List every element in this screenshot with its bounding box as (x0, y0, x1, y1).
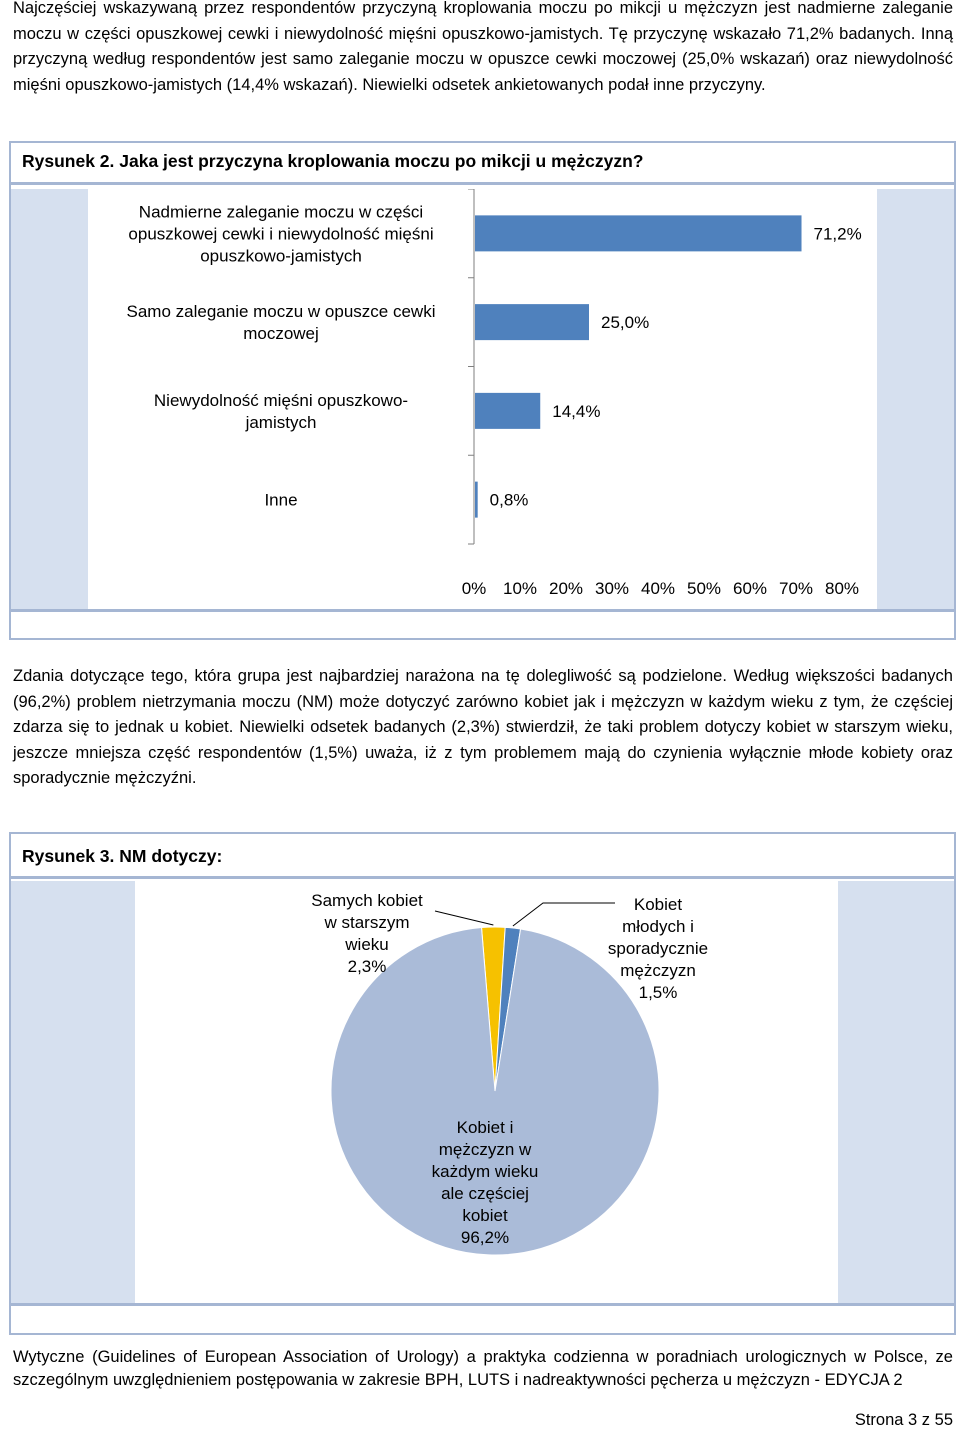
pie-label-older-women-line: 2,3% (347, 957, 387, 976)
pie-leader-line (513, 903, 615, 926)
figure-3-right-panel (838, 881, 954, 1303)
pie-label-main-line: kobiet (462, 1206, 508, 1225)
page-number: Strona 3 z 55 (854, 1411, 953, 1429)
category-label-line: Niewydolność mięśni opuszkowo- (153, 390, 409, 410)
figure-2-title: Rysunek 2. Jaka jest przyczyna kroplowania moczu po mikcji u mężczyzn? (22, 151, 644, 171)
pie-label-older-women-line: w starszym (324, 913, 410, 932)
pie-label-young-women-men-line: mężczyzn (620, 961, 696, 980)
category-label (127, 302, 436, 343)
pie-label-young-women-men-line: sporadycznie (607, 939, 709, 958)
second-paragraph: Zdania dotyczące tego, która grupa jest najbardziej narażona na tę dolegliwość są podzielone. Według większości badanych (96,2%) problem nietrzymania moczu (NM) może dotyczyć zarówno kobiet jak i mężczyzn w każdym wieku z tym, że częściej zdarza się to jednak u kobiet. Niewielki odsetek badanych (2,3%) stwierdził, że taki problem dotyczy kobiet w starszym wieku, jeszcze mniejsza część respondentów (1,5%) uważa, iż z tym problemem mają do czynienia wyłącznie młode kobiety oraz sporadycznie mężczyźni. (13, 667, 953, 787)
footer-text: Wytyczne (Guidelines of European Association of Urology) a praktyka codzienna w poradniach urologicznych w Polsce, ze szczególnym uwzględnieniem postępowania w zakresie BPH, LUTS i nadreaktywności pęcherza u mężczyzn - EDYCJA 2 (13, 1348, 953, 1389)
x-tick-label: 80% (824, 579, 860, 598)
pie-label-older-women-line: Samych kobiet (311, 891, 423, 910)
figure-2-title-divider (11, 182, 954, 185)
bar (475, 215, 802, 251)
pie-label-young-women-men-line: 1,5% (638, 983, 678, 1002)
x-tick-label: 30% (594, 579, 630, 598)
pie-label-young-women-men (608, 895, 708, 1002)
figure-2-frame (9, 141, 956, 640)
x-tick-label: 60% (732, 579, 768, 598)
pie-label-main-line: mężczyzn w (438, 1140, 532, 1159)
x-tick-label: 70% (778, 579, 814, 598)
intro-paragraph: Najczęściej wskazywaną przez respondentów przyczyną kroplowania moczu po mikcji u mężczyzn jest nadmierne zaleganie moczu w części opuszkowej cewki i niewydolność mięśni opuszkowo-jamistych. Tę przyczynę wskazało 71,2% badanych. Inną przyczyną według respondentów jest samo zaleganie moczu w opuszce cewki moczowej (25,0% wskazań) oraz niewydolność mięśni opuszkowo-jamistych (14,4% wskazań). Niewielki odsetek ankietowanych podał inne przyczyny. (13, 0, 953, 94)
bar (475, 304, 589, 340)
bar-data-label: 14,4% (552, 401, 601, 421)
bar-chart (88, 189, 877, 609)
figure-2-right-panel (877, 189, 954, 609)
figure-3-bottom-divider (11, 1303, 954, 1306)
figure-3-title: Rysunek 3. NM dotyczy: (22, 846, 223, 866)
x-tick-label: 10% (502, 579, 538, 598)
category-label-line: jamistych (245, 412, 317, 432)
figure-2-bottom-divider (11, 609, 954, 612)
pie-label-main-line: Kobiet i (456, 1118, 514, 1137)
bar (475, 482, 478, 518)
figure-2-left-panel (11, 189, 88, 609)
pie-label-young-women-men-line: Kobiet (633, 895, 683, 914)
bar-data-label: 25,0% (601, 313, 650, 333)
figure-3-plot-area (135, 881, 838, 1303)
x-tick-label: 0% (461, 579, 487, 598)
category-label (154, 391, 408, 432)
figure-3-frame (9, 832, 956, 1335)
pie-chart (135, 881, 838, 1303)
category-label (264, 491, 297, 510)
category-label (128, 202, 433, 265)
bar-data-label: 0,8% (489, 490, 529, 510)
category-label-line: opuszkowej cewki i niewydolność mięśni (128, 224, 434, 244)
pie-label-older-women-line: wieku (345, 935, 389, 954)
x-tick-label: 40% (640, 579, 676, 598)
category-label-line: opuszkowo-jamistych (200, 246, 362, 266)
category-label-line: Inne (264, 490, 298, 510)
figure-2-plot-area (88, 189, 877, 609)
category-label-line: Nadmierne zaleganie moczu w części (138, 202, 424, 222)
x-tick-label: 50% (686, 579, 722, 598)
pie-label-main-line: ale częściej (441, 1184, 529, 1203)
figure-3-title-divider (11, 876, 954, 879)
x-tick-label: 20% (548, 579, 584, 598)
figure-3-left-panel (11, 881, 135, 1303)
bar (475, 393, 540, 429)
category-label-line: moczowej (243, 324, 319, 344)
pie-leader-line (435, 911, 493, 925)
pie-label-main-line: każdym wieku (431, 1162, 539, 1181)
pie-label-young-women-men-line: młodych i (622, 917, 694, 936)
bar-data-label: 71,2% (813, 224, 862, 244)
pie-label-main-line: 96,2% (460, 1228, 510, 1247)
category-label-line: Samo zaleganie moczu w opuszce cewki (126, 302, 436, 322)
